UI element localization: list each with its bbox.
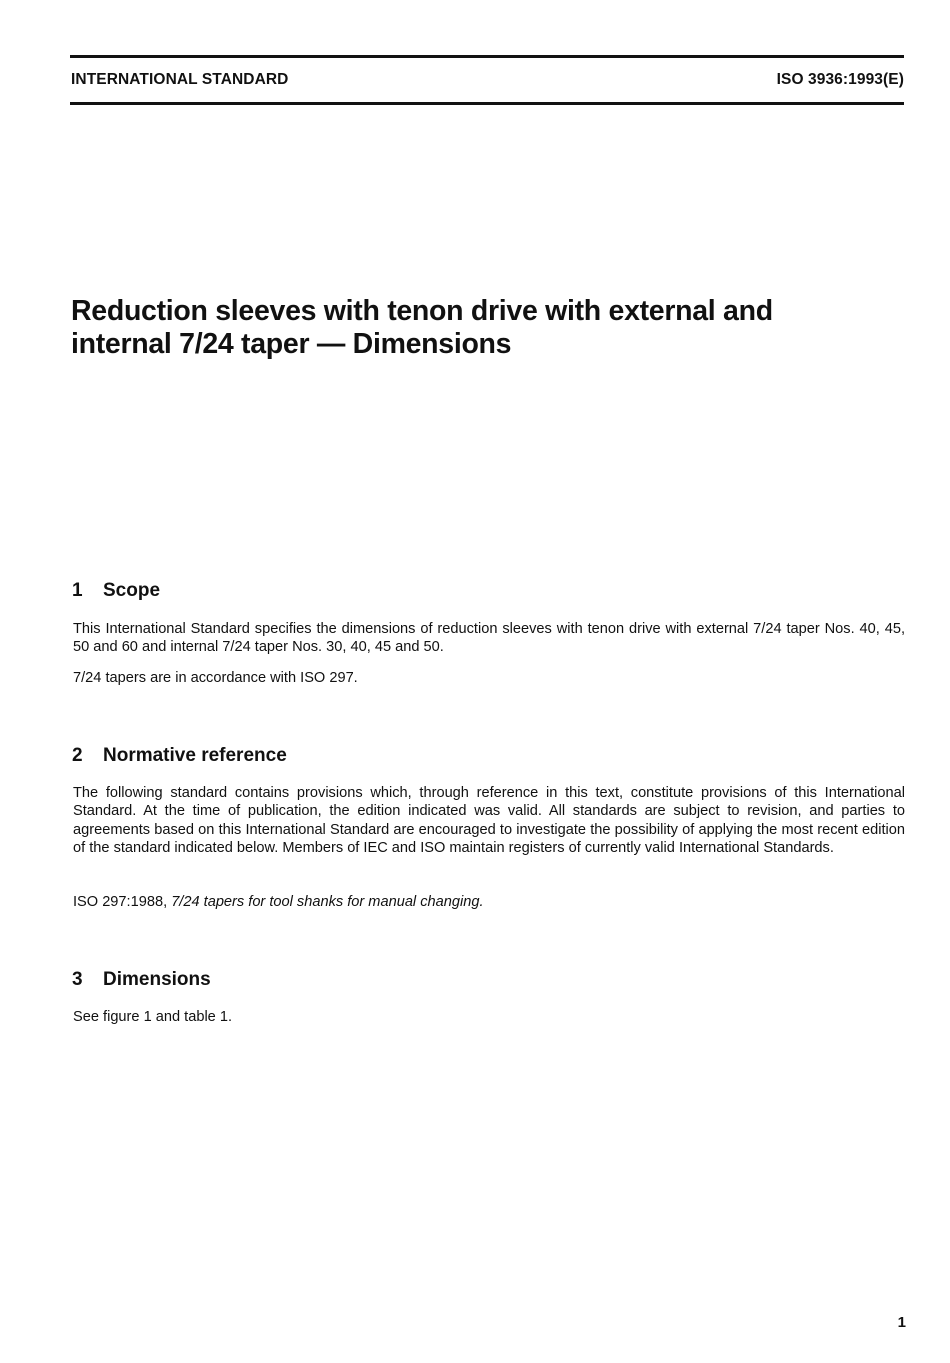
- page-number: 1: [897, 1314, 906, 1331]
- dimensions-paragraph: See figure 1 and table 1.: [73, 1009, 233, 1025]
- scope-paragraph-2: 7/24 tapers are in accordance with ISO 297.: [73, 670, 358, 686]
- normative-reference-citation: [73, 893, 905, 911]
- section-number: 2: [72, 745, 83, 766]
- section-title: Dimensions: [103, 969, 211, 990]
- section-title: Scope: [103, 580, 161, 601]
- scope-paragraph-1: This International Standard specifies the dimensions of reduction sleeves with tenon drive with external 7/24 taper Nos. 40, 45, 50 and 60 and internal 7/24 taper Nos. 30, 40, 45 and 50.: [73, 621, 905, 656]
- section-number: 1: [72, 580, 83, 601]
- section-heading-scope: [72, 580, 160, 602]
- normative-reference-paragraph: The following standard contains provisions which, through reference in this text, constitute provisions of this International Standard. At the time of publication, the edition indicated was valid. All standards are subject to revision, and parties to agreements based on this International Standard are encouraged to investigate the possibility of applying the most recent edition of the standard indicated below. Members of IEC and ISO maintain registers of currently valid International Standards.: [73, 785, 905, 856]
- section-number: 3: [72, 969, 83, 990]
- section-heading-dimensions: [72, 969, 211, 991]
- section-title: Normative reference: [103, 745, 287, 766]
- document-title: [71, 295, 891, 361]
- standard-number-label: ISO 3936:1993(E): [776, 71, 904, 88]
- document-type-label: INTERNATIONAL STANDARD: [71, 71, 289, 88]
- header-top-rule: [70, 55, 904, 58]
- section-heading-normative-reference: [72, 745, 287, 767]
- title-line-2: internal 7/24 taper — Dimensions: [71, 328, 512, 360]
- citation-code: ISO 297:1988,: [73, 894, 168, 910]
- citation-title: 7/24 tapers for tool shanks for manual changing.: [171, 894, 484, 910]
- header-bottom-rule: [70, 102, 904, 105]
- title-line-1: Reduction sleeves with tenon drive with external and: [71, 295, 773, 327]
